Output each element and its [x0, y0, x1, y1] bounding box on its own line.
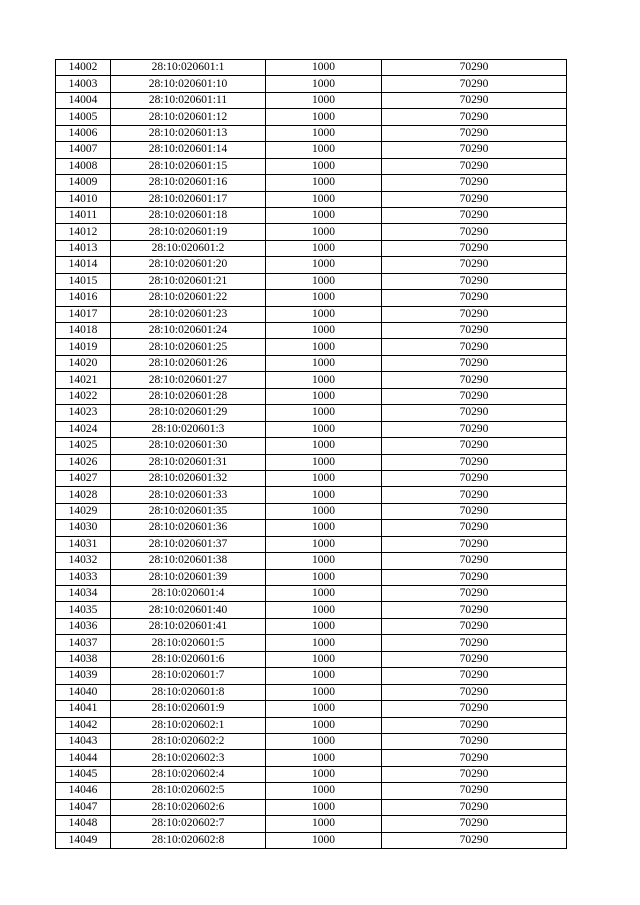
area-cell: 1000 [266, 306, 382, 322]
record-number-cell: 14021 [56, 372, 111, 388]
table-row [56, 125, 567, 141]
record-number-cell: 14025 [56, 438, 111, 454]
table-row [56, 766, 567, 782]
table-row [56, 668, 567, 684]
cadastral-number-cell: 28:10:020601:25 [111, 339, 266, 355]
record-number-cell: 14044 [56, 750, 111, 766]
cadastral-number-cell: 28:10:020601:27 [111, 372, 266, 388]
value-cell: 70290 [382, 635, 567, 651]
table-row [56, 635, 567, 651]
table-row [56, 717, 567, 733]
table-row [56, 520, 567, 536]
table-row [56, 618, 567, 634]
table-row [56, 323, 567, 339]
area-cell: 1000 [266, 684, 382, 700]
cadastral-number-cell: 28:10:020601:35 [111, 503, 266, 519]
table-row [56, 60, 567, 76]
value-cell: 70290 [382, 109, 567, 125]
table-row [56, 240, 567, 256]
area-cell: 1000 [266, 240, 382, 256]
value-cell: 70290 [382, 832, 567, 848]
table-row [56, 487, 567, 503]
area-cell: 1000 [266, 323, 382, 339]
record-number-cell: 14008 [56, 158, 111, 174]
value-cell: 70290 [382, 750, 567, 766]
value-cell: 70290 [382, 487, 567, 503]
table-row [56, 832, 567, 848]
record-number-cell: 14035 [56, 602, 111, 618]
value-cell: 70290 [382, 586, 567, 602]
record-number-cell: 14024 [56, 421, 111, 437]
record-number-cell: 14018 [56, 323, 111, 339]
value-cell: 70290 [382, 536, 567, 552]
cadastral-number-cell: 28:10:020601:8 [111, 684, 266, 700]
cadastral-number-cell: 28:10:020601:9 [111, 701, 266, 717]
record-number-cell: 14032 [56, 553, 111, 569]
table-body [56, 60, 567, 849]
value-cell: 70290 [382, 175, 567, 191]
cadastral-number-cell: 28:10:020601:38 [111, 553, 266, 569]
value-cell: 70290 [382, 60, 567, 76]
value-cell: 70290 [382, 240, 567, 256]
table-row [56, 421, 567, 437]
value-cell: 70290 [382, 125, 567, 141]
table-row [56, 290, 567, 306]
table-row [56, 339, 567, 355]
table-row [56, 454, 567, 470]
value-cell: 70290 [382, 405, 567, 421]
value-cell: 70290 [382, 142, 567, 158]
record-number-cell: 14011 [56, 207, 111, 223]
record-number-cell: 14019 [56, 339, 111, 355]
area-cell: 1000 [266, 191, 382, 207]
table-row [56, 438, 567, 454]
cadastral-number-cell: 28:10:020601:32 [111, 470, 266, 486]
table-row [56, 109, 567, 125]
area-cell: 1000 [266, 290, 382, 306]
area-cell: 1000 [266, 586, 382, 602]
record-number-cell: 14030 [56, 520, 111, 536]
area-cell: 1000 [266, 503, 382, 519]
cadastral-number-cell: 28:10:020601:29 [111, 405, 266, 421]
area-cell: 1000 [266, 816, 382, 832]
cadastral-number-cell: 28:10:020601:1 [111, 60, 266, 76]
record-number-cell: 14007 [56, 142, 111, 158]
value-cell: 70290 [382, 306, 567, 322]
table-row [56, 799, 567, 815]
record-number-cell: 14027 [56, 470, 111, 486]
record-number-cell: 14034 [56, 586, 111, 602]
value-cell: 70290 [382, 651, 567, 667]
table-row [56, 224, 567, 240]
area-cell: 1000 [266, 470, 382, 486]
area-cell: 1000 [266, 388, 382, 404]
area-cell: 1000 [266, 520, 382, 536]
value-cell: 70290 [382, 372, 567, 388]
table-row [56, 503, 567, 519]
value-cell: 70290 [382, 503, 567, 519]
record-number-cell: 14015 [56, 273, 111, 289]
record-number-cell: 14016 [56, 290, 111, 306]
area-cell: 1000 [266, 668, 382, 684]
table-row [56, 191, 567, 207]
area-cell: 1000 [266, 372, 382, 388]
cadastral-number-cell: 28:10:020602:5 [111, 783, 266, 799]
area-cell: 1000 [266, 832, 382, 848]
table-row [56, 816, 567, 832]
cadastral-number-cell: 28:10:020601:3 [111, 421, 266, 437]
table-row [56, 207, 567, 223]
cadastral-number-cell: 28:10:020601:40 [111, 602, 266, 618]
cadastral-number-cell: 28:10:020601:33 [111, 487, 266, 503]
value-cell: 70290 [382, 816, 567, 832]
area-cell: 1000 [266, 125, 382, 141]
record-number-cell: 14006 [56, 125, 111, 141]
cadastral-number-cell: 28:10:020601:14 [111, 142, 266, 158]
cadastral-number-cell: 28:10:020601:28 [111, 388, 266, 404]
record-number-cell: 14002 [56, 60, 111, 76]
cadastral-number-cell: 28:10:020601:6 [111, 651, 266, 667]
value-cell: 70290 [382, 355, 567, 371]
cadastral-number-cell: 28:10:020602:3 [111, 750, 266, 766]
area-cell: 1000 [266, 109, 382, 125]
cadastral-number-cell: 28:10:020601:20 [111, 257, 266, 273]
record-number-cell: 14041 [56, 701, 111, 717]
area-cell: 1000 [266, 602, 382, 618]
value-cell: 70290 [382, 339, 567, 355]
table-row [56, 388, 567, 404]
cadastral-number-cell: 28:10:020601:18 [111, 207, 266, 223]
area-cell: 1000 [266, 421, 382, 437]
value-cell: 70290 [382, 224, 567, 240]
table-row [56, 651, 567, 667]
value-cell: 70290 [382, 92, 567, 108]
cadastral-number-cell: 28:10:020602:7 [111, 816, 266, 832]
area-cell: 1000 [266, 569, 382, 585]
record-number-cell: 14039 [56, 668, 111, 684]
cadastral-number-cell: 28:10:020602:6 [111, 799, 266, 815]
value-cell: 70290 [382, 717, 567, 733]
record-number-cell: 14031 [56, 536, 111, 552]
value-cell: 70290 [382, 421, 567, 437]
cadastral-number-cell: 28:10:020601:16 [111, 175, 266, 191]
record-number-cell: 14003 [56, 76, 111, 92]
cadastral-number-cell: 28:10:020602:1 [111, 717, 266, 733]
value-cell: 70290 [382, 273, 567, 289]
value-cell: 70290 [382, 438, 567, 454]
cadastral-number-cell: 28:10:020601:30 [111, 438, 266, 454]
value-cell: 70290 [382, 701, 567, 717]
area-cell: 1000 [266, 651, 382, 667]
record-number-cell: 14036 [56, 618, 111, 634]
table-row [56, 602, 567, 618]
area-cell: 1000 [266, 257, 382, 273]
area-cell: 1000 [266, 158, 382, 174]
table-row [56, 733, 567, 749]
record-number-cell: 14047 [56, 799, 111, 815]
table-row [56, 684, 567, 700]
value-cell: 70290 [382, 602, 567, 618]
area-cell: 1000 [266, 76, 382, 92]
table-row [56, 750, 567, 766]
area-cell: 1000 [266, 273, 382, 289]
area-cell: 1000 [266, 750, 382, 766]
value-cell: 70290 [382, 553, 567, 569]
area-cell: 1000 [266, 635, 382, 651]
cadastral-number-cell: 28:10:020601:4 [111, 586, 266, 602]
value-cell: 70290 [382, 76, 567, 92]
cadastral-number-cell: 28:10:020602:8 [111, 832, 266, 848]
cadastral-number-cell: 28:10:020601:21 [111, 273, 266, 289]
cadastral-number-cell: 28:10:020601:5 [111, 635, 266, 651]
value-cell: 70290 [382, 470, 567, 486]
table-row [56, 536, 567, 552]
cadastral-number-cell: 28:10:020601:23 [111, 306, 266, 322]
table-row [56, 76, 567, 92]
record-number-cell: 14020 [56, 355, 111, 371]
value-cell: 70290 [382, 158, 567, 174]
table-row [56, 553, 567, 569]
table-row [56, 405, 567, 421]
record-number-cell: 14005 [56, 109, 111, 125]
value-cell: 70290 [382, 569, 567, 585]
cadastral-number-cell: 28:10:020601:19 [111, 224, 266, 240]
table-row [56, 158, 567, 174]
area-cell: 1000 [266, 142, 382, 158]
table-row [56, 569, 567, 585]
cadastral-number-cell: 28:10:020601:17 [111, 191, 266, 207]
area-cell: 1000 [266, 405, 382, 421]
value-cell: 70290 [382, 191, 567, 207]
record-number-cell: 14004 [56, 92, 111, 108]
cadastral-number-cell: 28:10:020601:24 [111, 323, 266, 339]
record-number-cell: 14023 [56, 405, 111, 421]
record-number-cell: 14042 [56, 717, 111, 733]
cadastral-number-cell: 28:10:020601:37 [111, 536, 266, 552]
area-cell: 1000 [266, 618, 382, 634]
record-number-cell: 14029 [56, 503, 111, 519]
record-number-cell: 14010 [56, 191, 111, 207]
record-number-cell: 14022 [56, 388, 111, 404]
data-table [55, 59, 567, 849]
value-cell: 70290 [382, 684, 567, 700]
table-row [56, 372, 567, 388]
value-cell: 70290 [382, 733, 567, 749]
area-cell: 1000 [266, 355, 382, 371]
cadastral-number-cell: 28:10:020601:39 [111, 569, 266, 585]
cadastral-number-cell: 28:10:020601:22 [111, 290, 266, 306]
table-row [56, 142, 567, 158]
table-row [56, 273, 567, 289]
cadastral-number-cell: 28:10:020601:13 [111, 125, 266, 141]
record-number-cell: 14048 [56, 816, 111, 832]
table-row [56, 355, 567, 371]
record-number-cell: 14049 [56, 832, 111, 848]
record-number-cell: 14028 [56, 487, 111, 503]
value-cell: 70290 [382, 618, 567, 634]
area-cell: 1000 [266, 175, 382, 191]
record-number-cell: 14009 [56, 175, 111, 191]
value-cell: 70290 [382, 454, 567, 470]
record-number-cell: 14026 [56, 454, 111, 470]
value-cell: 70290 [382, 257, 567, 273]
area-cell: 1000 [266, 783, 382, 799]
table-row [56, 92, 567, 108]
record-number-cell: 14017 [56, 306, 111, 322]
value-cell: 70290 [382, 783, 567, 799]
record-number-cell: 14040 [56, 684, 111, 700]
value-cell: 70290 [382, 799, 567, 815]
area-cell: 1000 [266, 339, 382, 355]
record-number-cell: 14033 [56, 569, 111, 585]
value-cell: 70290 [382, 207, 567, 223]
cadastral-number-cell: 28:10:020601:15 [111, 158, 266, 174]
value-cell: 70290 [382, 388, 567, 404]
cadastral-number-cell: 28:10:020602:2 [111, 733, 266, 749]
area-cell: 1000 [266, 553, 382, 569]
area-cell: 1000 [266, 438, 382, 454]
cadastral-number-cell: 28:10:020601:7 [111, 668, 266, 684]
area-cell: 1000 [266, 536, 382, 552]
table-row [56, 783, 567, 799]
record-number-cell: 14013 [56, 240, 111, 256]
record-number-cell: 14046 [56, 783, 111, 799]
cadastral-number-cell: 28:10:020601:36 [111, 520, 266, 536]
area-cell: 1000 [266, 92, 382, 108]
area-cell: 1000 [266, 799, 382, 815]
area-cell: 1000 [266, 766, 382, 782]
cadastral-number-cell: 28:10:020601:12 [111, 109, 266, 125]
table-row [56, 175, 567, 191]
record-number-cell: 14012 [56, 224, 111, 240]
cadastral-number-cell: 28:10:020602:4 [111, 766, 266, 782]
record-number-cell: 14037 [56, 635, 111, 651]
cadastral-number-cell: 28:10:020601:41 [111, 618, 266, 634]
record-number-cell: 14014 [56, 257, 111, 273]
cadastral-number-cell: 28:10:020601:31 [111, 454, 266, 470]
table-row [56, 257, 567, 273]
table-row [56, 470, 567, 486]
area-cell: 1000 [266, 733, 382, 749]
cadastral-number-cell: 28:10:020601:11 [111, 92, 266, 108]
area-cell: 1000 [266, 224, 382, 240]
record-number-cell: 14038 [56, 651, 111, 667]
value-cell: 70290 [382, 323, 567, 339]
area-cell: 1000 [266, 717, 382, 733]
area-cell: 1000 [266, 487, 382, 503]
area-cell: 1000 [266, 701, 382, 717]
cadastral-number-cell: 28:10:020601:2 [111, 240, 266, 256]
value-cell: 70290 [382, 766, 567, 782]
table-row [56, 306, 567, 322]
area-cell: 1000 [266, 207, 382, 223]
area-cell: 1000 [266, 454, 382, 470]
value-cell: 70290 [382, 668, 567, 684]
table-row [56, 701, 567, 717]
record-number-cell: 14045 [56, 766, 111, 782]
cadastral-number-cell: 28:10:020601:10 [111, 76, 266, 92]
value-cell: 70290 [382, 290, 567, 306]
record-number-cell: 14043 [56, 733, 111, 749]
value-cell: 70290 [382, 520, 567, 536]
cadastral-number-cell: 28:10:020601:26 [111, 355, 266, 371]
table-row [56, 586, 567, 602]
area-cell: 1000 [266, 60, 382, 76]
